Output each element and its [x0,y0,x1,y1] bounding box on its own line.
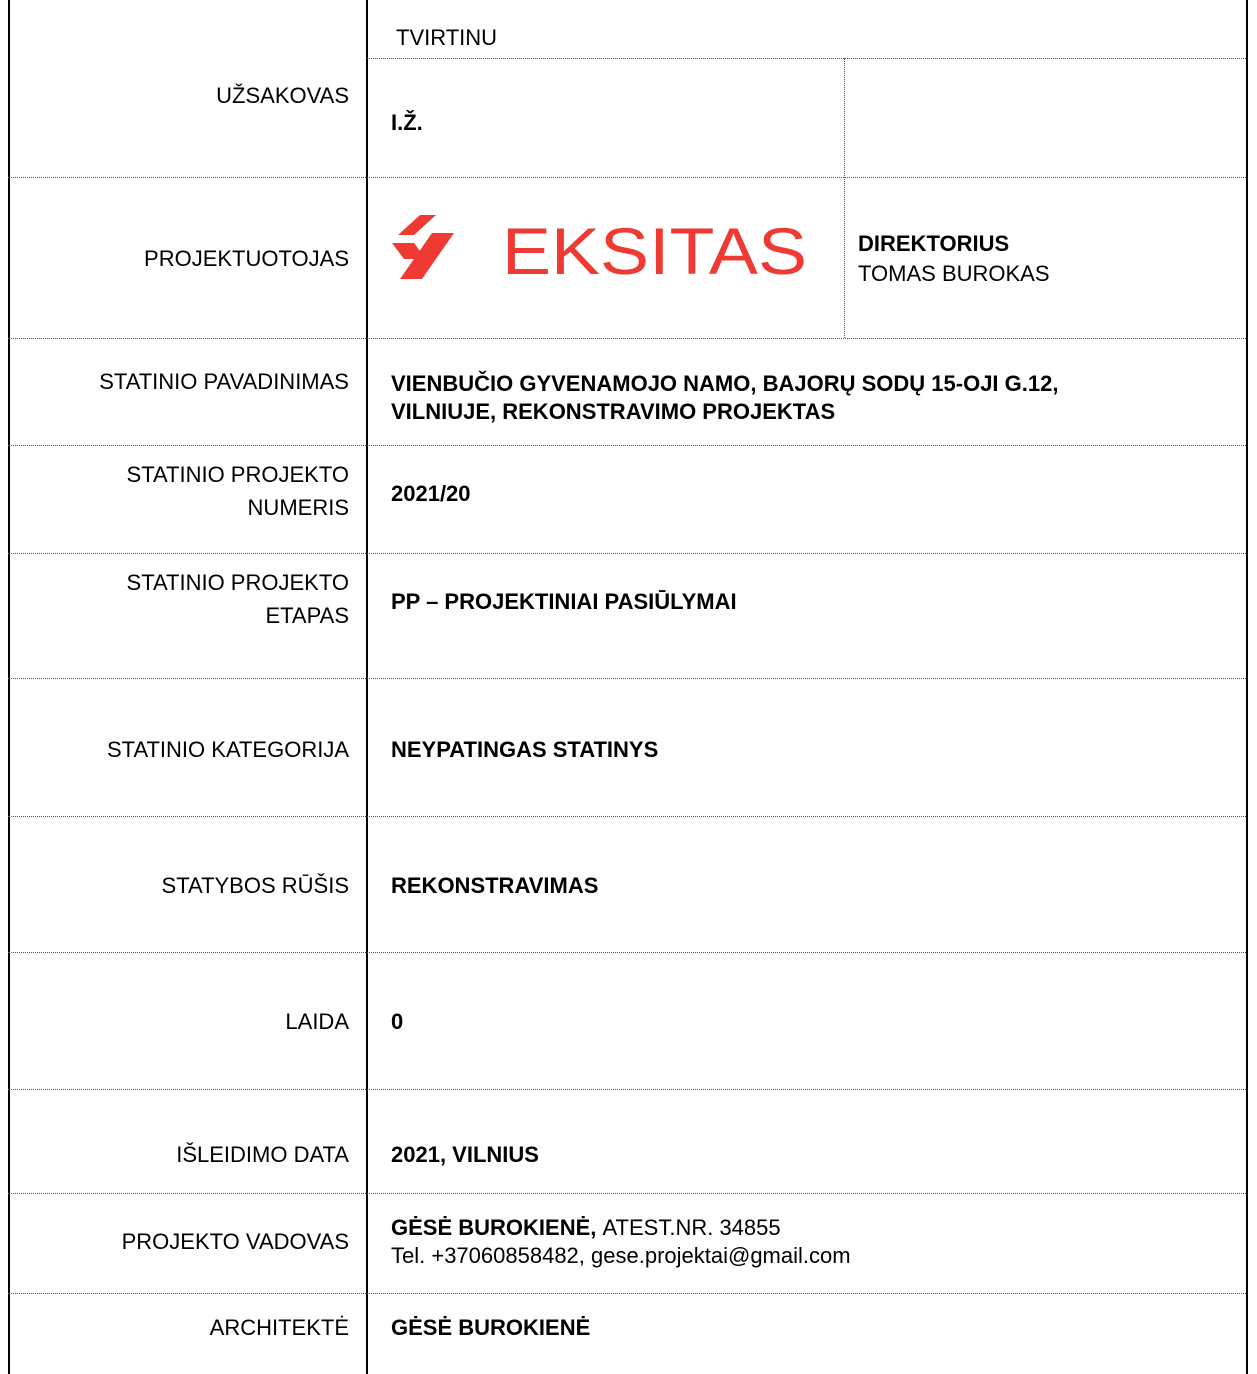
edition-label: LAIDA [285,1009,349,1034]
category-label: STATINIO KATEGORIJA [106,737,349,762]
construction-type-value: REKONSTRAVIMAS [391,873,599,898]
project-manager-line-1 [391,1216,781,1240]
row-separator [8,1293,1246,1294]
row-separator [8,553,1246,554]
customer-value: I.Ž. [391,110,423,135]
designer-label: PROJEKTUOTOJAS [144,246,349,271]
release-date-value: 2021, VILNIUS [391,1142,539,1167]
row-separator [367,58,1246,59]
architect-label: ARCHITEKTĖ [209,1315,349,1340]
row-separator [8,445,1246,446]
director-name: TOMAS BUROKAS [858,261,1050,286]
row-separator [8,952,1246,953]
column-divider [366,0,368,1374]
eksitas-logo [392,213,812,283]
project-stage-label-2: ETAPAS [265,603,349,628]
project-manager-label: PROJEKTO VADOVAS [121,1229,349,1254]
customer-label: UŽSAKOVAS [216,83,349,108]
project-number-value: 2021/20 [391,481,471,506]
building-name-label: STATINIO PAVADINIMAS [99,369,349,394]
designer-column-divider [844,58,845,338]
project-stage-value: PP – PROJEKTINIAI PASIŪLYMAI [391,589,737,614]
project-stage-label-1: STATINIO PROJEKTO [126,570,349,595]
right-border [1246,0,1248,1374]
row-separator [8,816,1246,817]
row-separator [8,1193,1246,1194]
row-separator [8,177,1246,178]
eksitas-logo-text: EKSITAS [502,214,807,283]
building-name-line-2: VILNIUJE, REKONSTRAVIMO PROJEKTAS [391,399,836,424]
project-number-label-2: NUMERIS [247,495,349,520]
project-number-label-1: STATINIO PROJEKTO [126,462,349,487]
row-separator [8,1089,1246,1090]
eksitas-logo-mark [392,215,454,279]
row-separator [8,678,1246,679]
architect-value: GĖSĖ BUROKIENĖ [391,1315,591,1340]
row-separator [8,338,1246,339]
director-title: DIREKTORIUS [858,231,1010,256]
project-manager-contacts: Tel. +37060858482, gese.projektai@gmail.com [391,1243,851,1268]
category-value: NEYPATINGAS STATINYS [391,737,659,762]
approval-label: TVIRTINU [396,25,498,50]
edition-value: 0 [391,1009,404,1034]
construction-type-label: STATYBOS RŪŠIS [161,873,349,898]
release-date-label: IŠLEIDIMO DATA [176,1142,349,1167]
building-name-line-1: VIENBUČIO GYVENAMOJO NAMO, BAJORŲ SODŲ 15-OJI G.12, [391,371,1059,396]
project-manager-attest: ATEST.NR. 34855 [602,1215,781,1240]
project-manager-name: GĖSĖ BUROKIENĖ, [391,1215,597,1240]
left-border [8,0,10,1374]
